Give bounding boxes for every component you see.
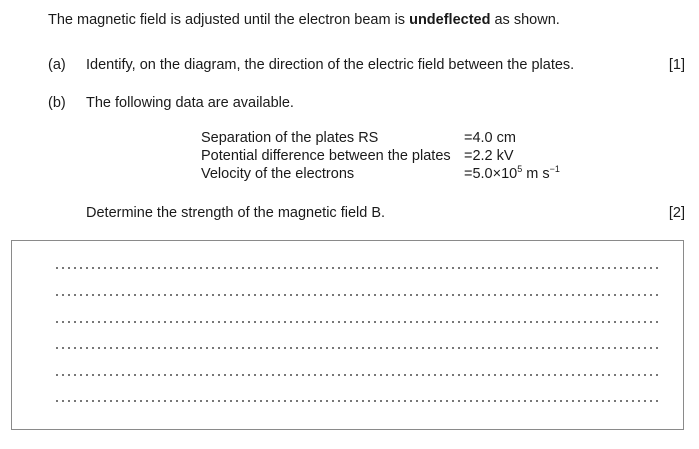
emphasis-undeflected: undeflected [409, 12, 491, 28]
data-row-velocity [201, 165, 621, 183]
part-b-intro: The following data are available. [86, 95, 294, 111]
answer-box[interactable] [11, 240, 684, 430]
part-a-question: Identify, on the diagram, the direction of the electric field between the plates. [86, 57, 575, 73]
part-a-label: (a) [48, 57, 66, 73]
answer-line[interactable] [54, 400, 660, 402]
data-label: Potential difference between the plates [201, 148, 451, 164]
intro-sentence: The magnetic field is adjusted until the electron beam is undeflected as shown. [48, 12, 560, 28]
data-table [201, 129, 621, 183]
part-b-marks: [2] [668, 205, 685, 221]
answer-line[interactable] [54, 374, 660, 376]
data-label: Separation of the plates RS [201, 130, 379, 146]
data-row-separation [201, 129, 621, 147]
data-value: =4.0 cm [464, 130, 516, 146]
part-b-question: Determine the strength of the magnetic field B. [86, 205, 386, 221]
data-label: Velocity of the electrons [201, 166, 355, 182]
answer-line[interactable] [54, 267, 660, 269]
answer-line[interactable] [54, 294, 660, 296]
answer-line[interactable] [54, 321, 660, 323]
data-value: =2.2 kV [464, 148, 514, 164]
data-row-potential-difference [201, 147, 621, 165]
answer-line[interactable] [54, 347, 660, 349]
part-a-marks: [1] [668, 57, 685, 73]
part-b-label: (b) [48, 95, 66, 111]
data-value: $=5.0\times 10^5$ m $s^{-1}$ [464, 164, 560, 182]
